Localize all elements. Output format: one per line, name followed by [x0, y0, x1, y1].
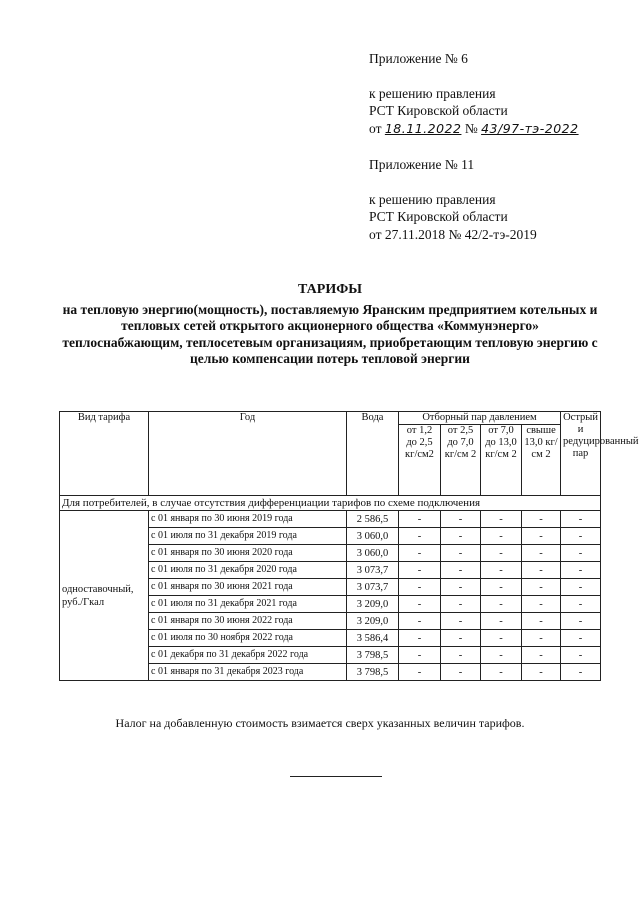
- header-year: Год: [149, 412, 347, 496]
- appendix-11-block: [369, 156, 537, 243]
- period-cell: с 01 января по 30 июня 2021 года: [149, 579, 347, 596]
- steam-value-cell: -: [561, 613, 601, 630]
- period-cell: с 01 января по 30 июня 2019 года: [149, 511, 347, 528]
- water-value-cell: 3 209,0: [347, 613, 399, 630]
- section-row: [60, 496, 601, 511]
- header-sharp-steam: Острый и редуцированный пар: [561, 412, 601, 496]
- water-value-cell: 3 586,4: [347, 630, 399, 647]
- steam-value-cell: -: [522, 630, 561, 647]
- steam-value-cell: -: [561, 545, 601, 562]
- period-cell: с 01 января по 31 декабря 2023 года: [149, 664, 347, 681]
- period-cell: с 01 января по 30 июня 2022 года: [149, 613, 347, 630]
- steam-value-cell: -: [441, 528, 481, 545]
- date-prefix: от: [369, 120, 382, 136]
- steam-value-cell: -: [481, 528, 522, 545]
- document-title: [60, 282, 600, 368]
- steam-value-cell: -: [399, 647, 441, 664]
- header-steam-group: Отборный пар давлением: [399, 412, 561, 425]
- tariff-rows: [60, 511, 601, 681]
- steam-value-cell: -: [441, 545, 481, 562]
- steam-value-cell: -: [522, 664, 561, 681]
- steam-value-cell: -: [522, 613, 561, 630]
- steam-value-cell: -: [441, 664, 481, 681]
- period-cell: с 01 января по 30 июня 2020 года: [149, 545, 347, 562]
- steam-value-cell: -: [561, 528, 601, 545]
- period-cell: с 01 июля по 31 декабря 2019 года: [149, 528, 347, 545]
- appendix-6-title: Приложение № 6: [369, 51, 468, 66]
- number-prefix: №: [464, 120, 478, 136]
- steam-value-cell: -: [522, 596, 561, 613]
- steam-value-cell: -: [522, 579, 561, 596]
- header-pressure-2: от 2,5 до 7,0 кг/см 2: [441, 425, 481, 496]
- steam-value-cell: -: [441, 511, 481, 528]
- steam-value-cell: -: [481, 630, 522, 647]
- appendix-11-title: Приложение № 11: [369, 157, 475, 172]
- steam-value-cell: -: [399, 613, 441, 630]
- steam-value-cell: -: [481, 596, 522, 613]
- header-pressure-1: от 1,2 до 2,5 кг/см2: [399, 425, 441, 496]
- water-value-cell: 3 073,7: [347, 579, 399, 596]
- vat-note: Налог на добавленную стоимость взимается сверх указанных величин тарифов.: [115, 716, 525, 730]
- steam-value-cell: -: [481, 664, 522, 681]
- water-value-cell: 3 060,0: [347, 545, 399, 562]
- header-pressure-4: свыше 13,0 кг/см 2: [522, 425, 561, 496]
- appendix-6-block: [369, 50, 579, 137]
- steam-value-cell: -: [399, 562, 441, 579]
- appendix-11-date-line: от 27.11.2018 № 42/2-тэ-2019: [369, 226, 537, 242]
- water-value-cell: 3 798,5: [347, 647, 399, 664]
- appendix-6-decision: к решению правления: [369, 85, 496, 101]
- period-cell: с 01 июля по 31 декабря 2021 года: [149, 596, 347, 613]
- steam-value-cell: -: [481, 562, 522, 579]
- appendix-11-decision: к решению правления: [369, 191, 496, 207]
- steam-value-cell: -: [441, 613, 481, 630]
- steam-value-cell: -: [561, 579, 601, 596]
- steam-value-cell: -: [481, 511, 522, 528]
- title-subtitle: на тепловую энергию(мощность), поставляемую Яранским предприятием котельных и тепловых сетей открытого акционерного общества «Коммунэнерго» теплоснабжающим, теплосетевым организациям, приобретающим тепловую энергию с целью компенсации потерь тепловой энергии: [62, 301, 598, 366]
- steam-value-cell: -: [522, 511, 561, 528]
- steam-value-cell: -: [481, 545, 522, 562]
- period-cell: с 01 июля по 31 декабря 2020 года: [149, 562, 347, 579]
- table-row: [60, 511, 601, 528]
- steam-value-cell: -: [561, 596, 601, 613]
- steam-value-cell: -: [399, 664, 441, 681]
- water-value-cell: 2 586,5: [347, 511, 399, 528]
- appendix-11-authority: РСТ Кировской области: [369, 209, 508, 224]
- steam-value-cell: -: [399, 511, 441, 528]
- handwritten-number: 43/97-тэ-2022: [481, 120, 579, 136]
- tariff-kind: одноставочный, руб./Гкал: [60, 511, 149, 681]
- steam-value-cell: -: [399, 528, 441, 545]
- steam-value-cell: -: [561, 647, 601, 664]
- steam-value-cell: -: [441, 596, 481, 613]
- steam-value-cell: -: [561, 511, 601, 528]
- steam-value-cell: -: [481, 613, 522, 630]
- period-cell: с 01 июля по 30 ноября 2022 года: [149, 630, 347, 647]
- steam-value-cell: -: [522, 528, 561, 545]
- header-tariff-type: Вид тарифа: [60, 412, 149, 496]
- steam-value-cell: -: [441, 630, 481, 647]
- steam-value-cell: -: [441, 647, 481, 664]
- steam-value-cell: -: [441, 562, 481, 579]
- appendix-6-date-line: [369, 120, 579, 138]
- steam-value-cell: -: [399, 579, 441, 596]
- steam-value-cell: -: [522, 545, 561, 562]
- header-pressure-3: от 7,0 до 13,0 кг/см 2: [481, 425, 522, 496]
- tariff-table: [59, 411, 639, 681]
- steam-value-cell: -: [481, 579, 522, 596]
- steam-value-cell: -: [441, 579, 481, 596]
- steam-value-cell: -: [561, 664, 601, 681]
- steam-value-cell: -: [399, 630, 441, 647]
- steam-value-cell: -: [522, 562, 561, 579]
- water-value-cell: 3 073,7: [347, 562, 399, 579]
- steam-value-cell: -: [399, 545, 441, 562]
- water-value-cell: 3 209,0: [347, 596, 399, 613]
- appendix-6-authority: РСТ Кировской области: [369, 103, 508, 118]
- title-main: ТАРИФЫ: [298, 282, 362, 297]
- water-value-cell: 3 798,5: [347, 664, 399, 681]
- steam-value-cell: -: [561, 630, 601, 647]
- handwritten-date: 18.11.2022: [384, 120, 462, 136]
- steam-value-cell: -: [561, 562, 601, 579]
- steam-value-cell: -: [522, 647, 561, 664]
- header-water: Вода: [347, 412, 399, 496]
- header-row-1: [60, 412, 601, 425]
- steam-value-cell: -: [481, 647, 522, 664]
- section-label: Для потребителей, в случае отсутствия дифференциации тарифов по схеме подключения: [60, 496, 601, 511]
- period-cell: с 01 декабря по 31 декабря 2022 года: [149, 647, 347, 664]
- water-value-cell: 3 060,0: [347, 528, 399, 545]
- steam-value-cell: -: [399, 596, 441, 613]
- closing-rule: [290, 776, 382, 777]
